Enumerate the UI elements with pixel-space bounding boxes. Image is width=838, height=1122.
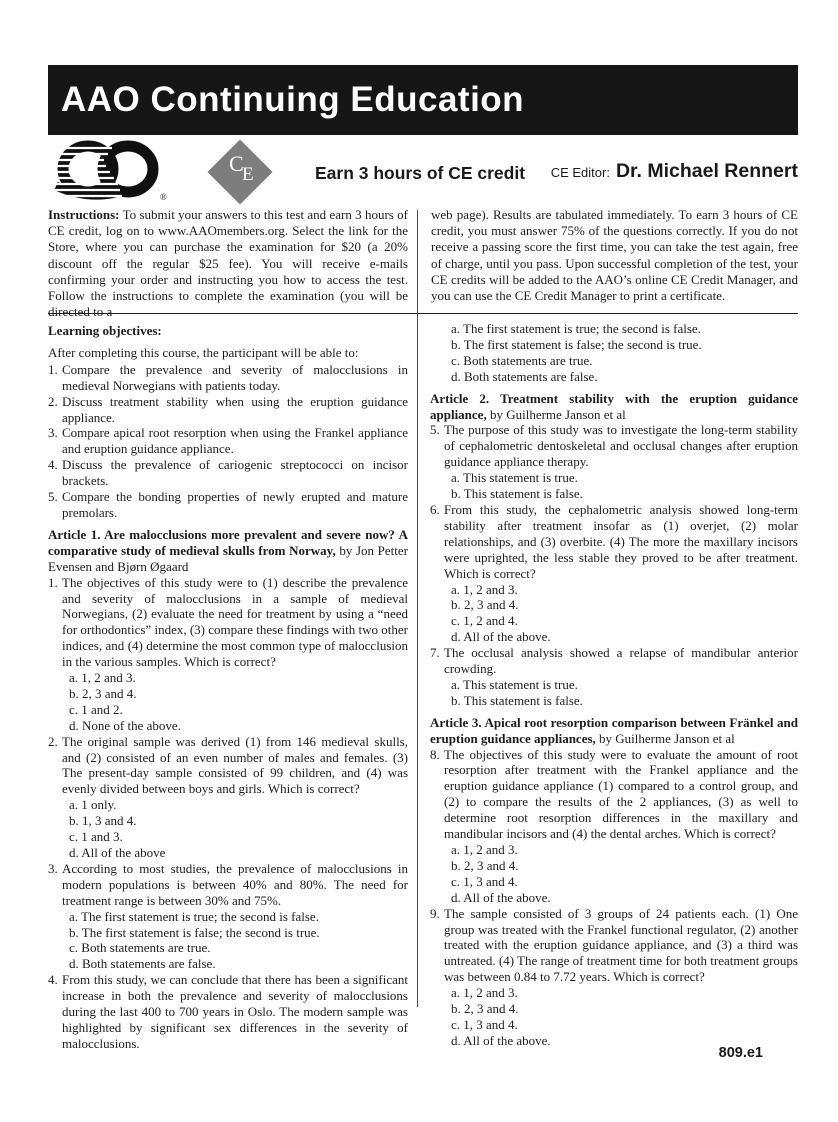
question-7 xyxy=(430,645,798,709)
answer-option-d: d. All of the above. xyxy=(451,1032,551,1048)
instructions-text-right: web page). Results are tabulated immediately. To earn 3 hours of CE credit, you must answer 75% of the questions correctly. If you do not receive a passing score the first time, you can take the test again, free of charge, until you pass. Upon successful completion of the test, your CE credits will be added to the AAO’s online CE Credit Manager, and you can use the CE Credit Manager to print a certificate. xyxy=(431,207,798,304)
answer-option-c: c. 1 and 3. xyxy=(69,829,123,845)
answer-option-a: a. 1, 2 and 3. xyxy=(69,670,136,686)
question-text: The occlusal analysis showed a relapse of mandibular anterior crowding. xyxy=(444,645,798,677)
header-row xyxy=(48,138,798,206)
svg-text:®: ® xyxy=(160,192,167,202)
answer-option-c: c. Both statements are true. xyxy=(451,352,593,368)
article2-byline: by Guilherme Janson et al xyxy=(486,406,626,422)
answer-option-a: a. The first statement is true; the second is false. xyxy=(69,908,319,924)
earn-credit-text: Earn 3 hours of CE credit xyxy=(315,163,526,183)
article3-byline: by Guilherme Janson et al xyxy=(595,730,735,746)
question-number: 7. xyxy=(430,645,440,661)
answer-option-b: b. This statement is false. xyxy=(451,692,583,708)
answer-option-d: d. All of the above. xyxy=(451,629,551,645)
question-2 xyxy=(48,734,408,861)
objective-item xyxy=(48,457,408,489)
question-number: 9. xyxy=(430,905,440,921)
answer-option-b: b. 2, 3 and 4. xyxy=(451,857,519,873)
question-number: 1. xyxy=(48,574,58,590)
banner xyxy=(48,65,798,135)
answer-option-a: a. 1, 2 and 3. xyxy=(451,985,518,1001)
question-number: 4. xyxy=(48,972,58,988)
objective-number: 4. xyxy=(48,457,58,473)
ce-letter-e: E xyxy=(242,164,254,185)
question-text: The sample consisted of 3 groups of 24 patients each. (1) One group was treated with the Frankel functional regulator, (2) another treated with the eruption guidance appliance, and (3) a third was untreated. (4) The range of treatment time for both treatment groups was between 0.84 to 7.72 years. Which is correct? xyxy=(444,905,798,985)
article2-heading xyxy=(430,391,798,423)
question-number: 8. xyxy=(430,746,440,762)
question-number: 6. xyxy=(430,501,440,517)
question-4-options xyxy=(430,321,798,385)
answer-option-b: b. 1, 3 and 4. xyxy=(69,813,137,829)
objective-text: Discuss treatment stability when using the eruption guidance appliance. xyxy=(62,393,408,425)
question-3 xyxy=(48,861,408,972)
objective-text: Discuss the prevalence of cariogenic streptococci on incisor brackets. xyxy=(62,457,408,489)
question-1 xyxy=(48,575,408,734)
objective-number: 2. xyxy=(48,393,58,409)
aao-logo-icon xyxy=(48,140,184,209)
objective-item xyxy=(48,362,408,394)
objective-number: 1. xyxy=(48,361,58,377)
question-5 xyxy=(430,422,798,502)
instructions-text-left: To submit your answers to this test and earn 3 hours of CE credit, log on to www.AAOmembers.org. Select the link for the Store, where you can purchase the examination for $20 (a 20% discount off the regular $25 fee). You will receive e-mails confirming your order and instructing you how to access the test. Follow the instructions to complete the examination (you will be directed to a xyxy=(48,207,409,320)
answer-option-a: a. 1, 2 and 3. xyxy=(451,842,518,857)
answer-option-a: a. 1 only. xyxy=(69,797,117,813)
answer-option-a: a. This statement is true. xyxy=(451,676,578,692)
answer-option-a: a. This statement is true. xyxy=(451,470,578,486)
instructions-label: Instructions: xyxy=(48,207,120,222)
objective-number: 5. xyxy=(48,489,58,505)
question-text: The objectives of this study were to evaluate the amount of root resorption after treatment with the Frankel appliance and the eruption guidance appliance (1) compared to a control group, and (2) to compare the results of the 2 appliances, (3) as well to determine root resorption differences in the maxillary and mandibular incisors and (4) the dental arches. Which is correct? xyxy=(444,746,798,842)
question-text: The objectives of this study were to (1) describe the prevalence and severity of malocclusions in a sample of medieval Norwegians, (2) evaluate the need for treatment by using a “need for orthodontics” index, (3) compare these findings with two other indices, and (4) determine the most common type of malocclusion in the various samples. Which is correct? xyxy=(62,574,408,670)
page-title: AAO Continuing Education xyxy=(61,80,525,119)
question-text: The purpose of this study was to investigate the long-term stability of cephalometric dentoskeletal and occlusal changes after eruption guidance appliance therapy. xyxy=(444,422,798,470)
answer-option-b: b. 2, 3 and 4. xyxy=(69,685,137,701)
answer-option-d: d. Both statements are false. xyxy=(69,956,216,972)
question-text: The original sample was derived (1) from 146 medieval skulls, and (2) consisted of an even number of males and females. (3) The present-day sample consisted of 99 children, and (4) was evenly divided between boys and girls. Which is correct? xyxy=(62,733,408,797)
left-column xyxy=(48,321,408,1052)
article2-title: Article 2. Treatment stability with the eruption guidance appliance, xyxy=(430,390,798,422)
answer-option-b: b. 2, 3 and 4. xyxy=(451,597,519,613)
question-text: From this study, the cephalometric analysis showed long-term stability after treatment insofar as (1) overjet, (2) molar relationships, and (3) overbite. (4) The more the maxillary incisors were uprighted, the less stable they proved to be after treatment. Which is correct? xyxy=(444,501,798,581)
test-body xyxy=(48,321,798,1052)
right-column xyxy=(430,321,798,1052)
ce-letter-c: C xyxy=(229,151,244,176)
objective-text: Compare the bonding properties of newly erupted and mature premolars. xyxy=(62,489,408,520)
question-9 xyxy=(430,906,798,1049)
objective-text: Compare the prevalence and severity of malocclusions in medieval Norwegians with patients today. xyxy=(62,361,408,393)
answer-option-d: d. None of the above. xyxy=(69,717,181,733)
objective-item xyxy=(48,489,408,521)
question-number: 5. xyxy=(430,422,440,438)
article1-title: Article 1. Are malocclusions more prevalent and severe now? A comparative study of medieval skulls from Norway, xyxy=(48,526,408,558)
article1-byline: by Jon Petter Evensen and Bjørn Øgaard xyxy=(48,542,408,574)
objective-item xyxy=(48,425,408,457)
question-8 xyxy=(430,747,798,906)
article3-heading xyxy=(430,715,798,747)
question-number: 2. xyxy=(48,733,58,749)
objective-text: Compare apical root resorption when using the Frankel appliance and eruption guidance appliance. xyxy=(62,425,408,457)
answer-option-b: b. 2, 3 and 4. xyxy=(451,1001,519,1017)
ce-editor xyxy=(551,160,798,183)
answer-option-d: d. Both statements are false. xyxy=(451,368,598,384)
learning-objectives-intro: After completing this course, the participant will be able to: xyxy=(48,344,359,360)
answer-option-b: b. The first statement is false; the second is true. xyxy=(451,336,702,352)
instructions-left-column xyxy=(48,207,408,320)
answer-option-c: c. 1 and 2. xyxy=(69,701,123,717)
learning-objectives-heading: Learning objectives: xyxy=(48,323,162,338)
question-6 xyxy=(430,502,798,645)
answer-option-c: c. 1, 2 and 4. xyxy=(451,613,518,629)
article3-title: Article 3. Apical root resorption comparison between Fränkel and eruption guidance appliances, xyxy=(430,714,798,746)
question-text: According to most studies, the prevalence of malocclusions in modern populations is between 40% and 80%. The need for treatment range is between 30% and 75%. xyxy=(62,860,408,908)
answer-option-b: b. This statement is false. xyxy=(451,486,583,502)
objective-item xyxy=(48,394,408,426)
ce-diamond-logo xyxy=(198,138,282,206)
answer-option-d: d. All of the above xyxy=(69,845,166,860)
instructions-section xyxy=(48,207,798,320)
answer-option-c: c. Both statements are true. xyxy=(69,940,211,956)
instructions-right-column xyxy=(431,207,798,320)
answer-option-b: b. The first statement is false; the second is true. xyxy=(69,924,320,940)
answer-option-c: c. 1, 3 and 4. xyxy=(451,873,518,889)
question-number: 3. xyxy=(48,860,58,876)
question-4 xyxy=(48,972,408,1052)
answer-option-a: a. 1, 2 and 3. xyxy=(451,581,518,597)
objective-number: 3. xyxy=(48,425,58,441)
answer-option-c: c. 1, 3 and 4. xyxy=(451,1016,518,1032)
ce-editor-name: Dr. Michael Rennert xyxy=(615,160,798,182)
answer-option-d: d. All of the above. xyxy=(451,889,551,905)
question-text: From this study, we can conclude that there has been a significant increase in both the prevalence and severity of malocclusions during the last 400 to 700 years in Oslo. The modern sample was highlighted by significant sex differences in the severity of malocclusions. xyxy=(62,972,408,1051)
page-number: 809.e1 xyxy=(718,1045,763,1061)
ce-editor-label: CE Editor: xyxy=(550,165,610,180)
article1-heading xyxy=(48,527,408,575)
answer-option-a: a. The first statement is true; the second is false. xyxy=(451,321,701,336)
